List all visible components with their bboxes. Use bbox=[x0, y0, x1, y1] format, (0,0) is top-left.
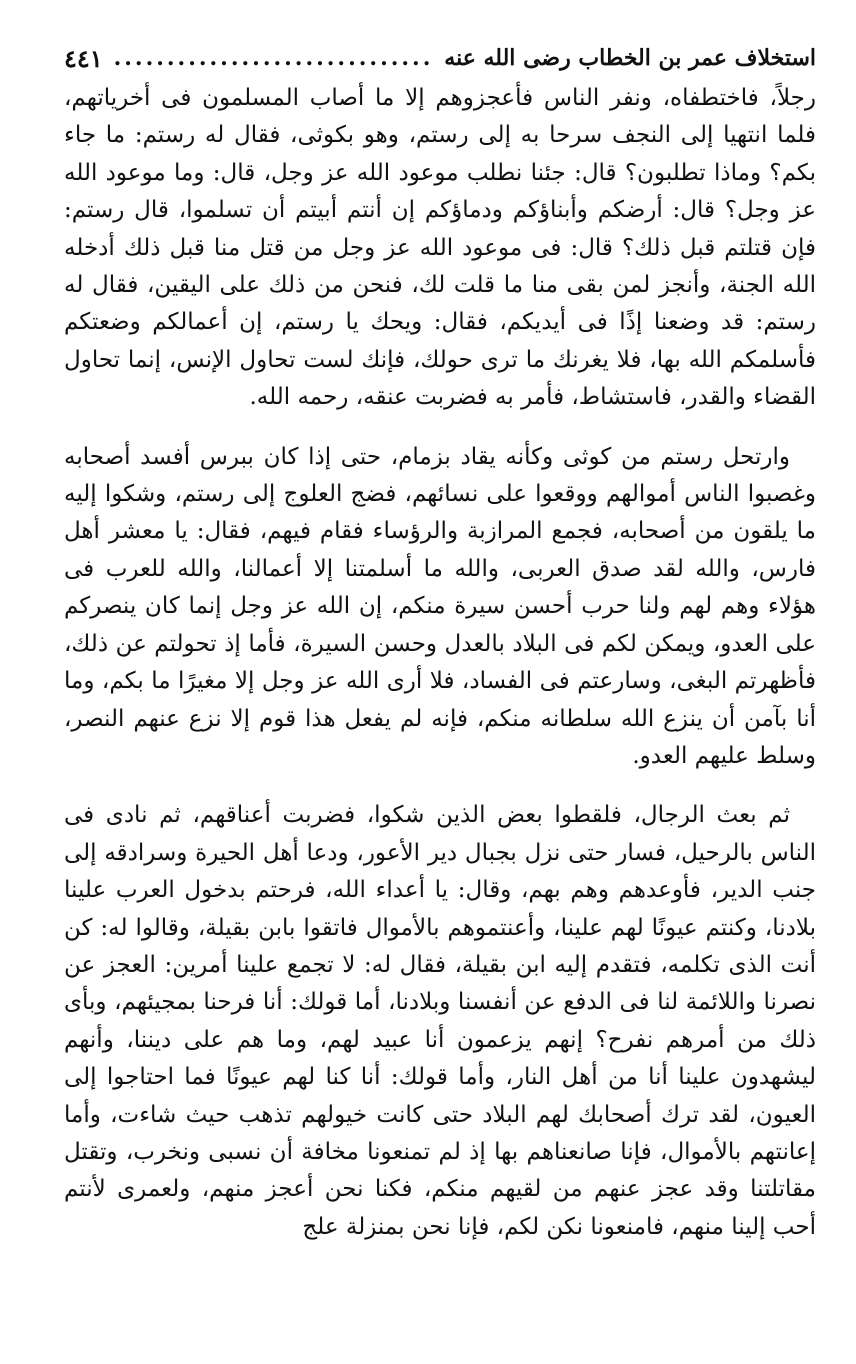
running-title: استخلاف عمر بن الخطاب رضى الله عنه bbox=[444, 45, 816, 71]
paragraph-3: ثم بعث الرجال، فلقطوا بعض الذين شكوا، فضربت أعناقهم، ثم نادى فى الناس بالرحيل، فسار حتى نزل بجبال دير الأعور، ودعا أهل الحيرة وسرادقه إلى جنب الدير، فأوعدهم وهم بهم، وقال: يا أعداء الله، فرحتم بدخول العرب علينا بلادنا، وكنتم عيونًا لهم علينا، وأعنتموهم بالأموال فاتقوا بابن بقيلة، وقالوا له: كن أنت الذى تكلمه، فتقدم إليه ابن بقيلة، فقال له: لا تجمع علينا أمرين: العجز عن نصرنا واللائمة لنا فى الدفع عن أنفسنا وبلادنا، أما قولك: أنا فرحنا بمجيئهم، وبأى ذلك من أمرهم نفرح؟ إنهم يزعمون أنا عبيد لهم، وما هم على ديننا، وأنهم ليشهدون علينا أنا من أهل النار، وأما قولك: أنا كنا لهم عيونًا فما احتاجوا إلى العيون، لقد ترك أصحابك لهم البلاد حتى كانت خيولهم تذهب حيث شاءت، وأما إعانتهم بالأموال، فإنا صانعناهم بها إذ لم تمنعونا مخافة أن نسبى ونخرب، وتقتل مقاتلتنا وقد عجز عنهم من لقيهم منكم، فكنا نحن أعجز منهم، ولعمرى لأنتم أحب إلينا منهم، فامنعونا نكن لكم، فإنا نحن بمنزلة علج bbox=[64, 802, 816, 1240]
paragraph-2: وارتحل رستم من كوثى وكأنه يقاد بزمام، حتى إذا كان ببرس أفسد أصحابه وغصبوا الناس أموالهم ووقعوا على نسائهم، فضج العلوج إلى رستم، وشكوا إليه ما يلقون من أصحابه، فجمع المرازبة والرؤساء فقام فيهم، فقال: يا معشر أهل فارس، والله لقد صدق العربى، والله ما أسلمتنا إلا أعمالنا، والله للعرب فى هؤلاء وهم لهم ولنا حرب أحسن سيرة منكم، إن الله عز وجل إنما كان ينصركم على العدو، ويمكن لكم فى البلاد بالعدل وحسن السيرة، فأما إذ تحولتم عن ذلك، فأظهرتم البغى، وسارعتم فى الفساد، فلا أرى الله عز وجل إلا مغيرًا ما بكم، وما أنا بآمن أن ينزع الله سلطانه منكم، فإنه لم يفعل هذا قوم إلا نزع عنهم النصر، وسلط عليهم العدو. bbox=[64, 443, 816, 769]
page-body bbox=[64, 80, 816, 1246]
paragraph-1: رجلاً، فاختطفاه، ونفر الناس فأعجزوهم إلا ما أصاب المسلمون فى أخرياتهم، فلما انتهيا إلى النجف سرحا به إلى رستم، وهو بكوثى، فقال له رستم: ما جاء بكم؟ وماذا تطلبون؟ قال: جئنا نطلب موعود الله عز وجل، قال: وما موعود الله عز وجل؟ قال: أرضكم وأبناؤكم ودماؤكم إن أنتم أبيتم أن تسلموا، قال رستم: فإن قتلتم قبل ذلك؟ قال: فى موعود الله عز وجل من قتل منا قبل ذلك أدخله الله الجنة، وأنجز لمن بقى منا ما قلت لك، فنحن من ذلك على اليقين، فقال له رستم: قد وضعنا إذًا فى أيديكم، فقال: ويحك يا رستم، إن أعمالكم وضعتكم فأسلمكم الله بها، فلا يغرنك ما ترى حولك، فإنك لست تحاول الإنس، إنما تحاول القضاء والقدر، فاستشاط، فأمر به فضربت عنقه، رحمه الله. bbox=[64, 85, 816, 411]
leader-dots: .............................. bbox=[113, 45, 434, 71]
running-header bbox=[64, 40, 816, 76]
page-number: ٤٤١ bbox=[64, 43, 103, 73]
